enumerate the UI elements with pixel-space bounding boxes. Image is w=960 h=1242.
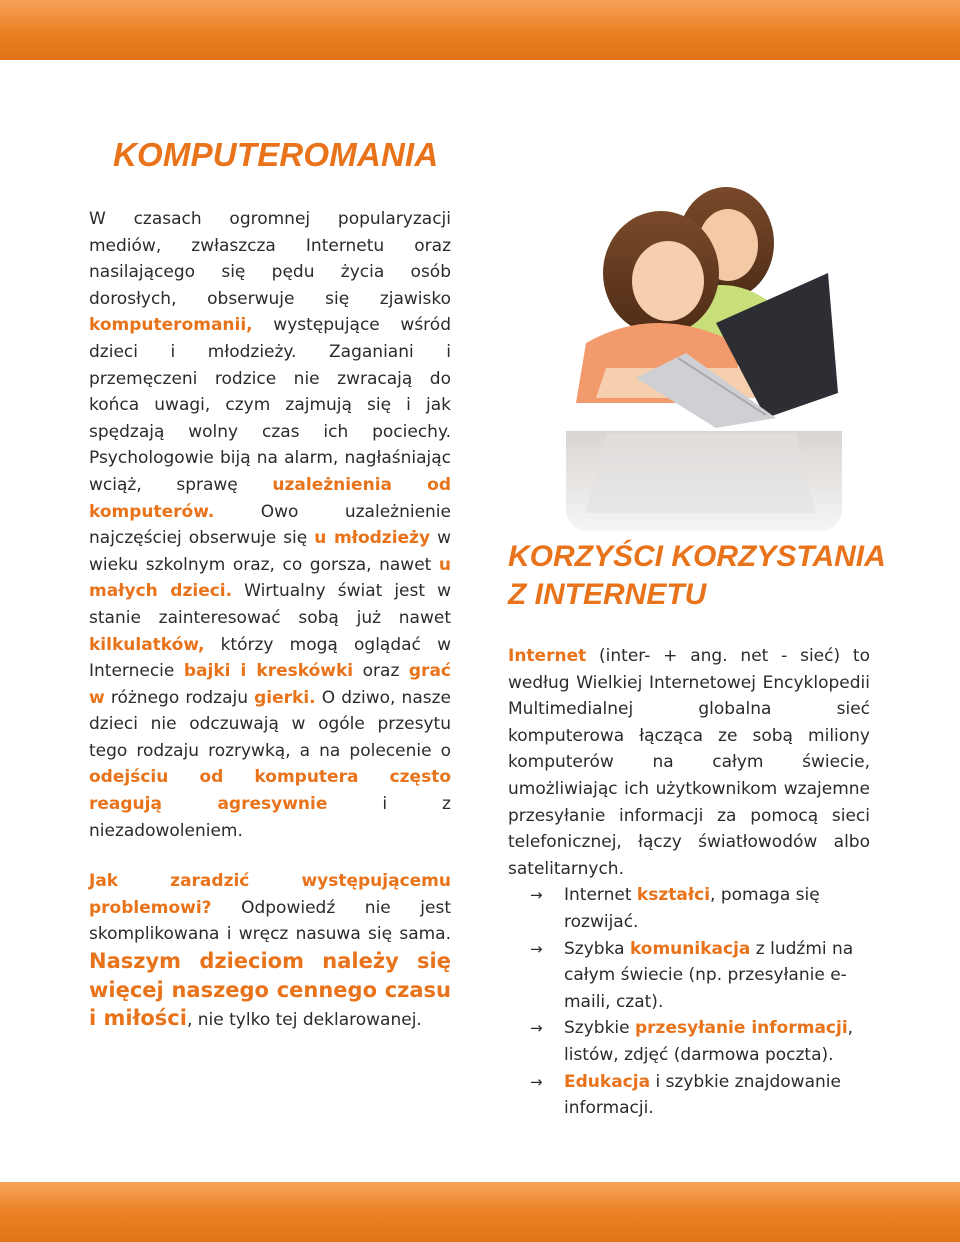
children-laptop-photo xyxy=(566,153,842,531)
text-run: i szybkie znajdowanie informacji. xyxy=(564,1071,841,1119)
highlight: odejściu od komputera często reagują agresywnie xyxy=(89,767,451,815)
section-title: KORZYŚCI KORZYSTANIA Z INTERNETU xyxy=(508,540,885,611)
highlight: przesyłanie informacji xyxy=(635,1018,848,1039)
text-run: Odpowiedź nie jest skomplikowana i wręcz nasuwa się sama. xyxy=(89,897,451,945)
highlight: Edukacja xyxy=(564,1071,651,1092)
text-run: Szybkie xyxy=(564,1018,635,1039)
intro-paragraph xyxy=(89,206,451,844)
text-run: , listów, zdjęć (darmowa poczta). xyxy=(564,1018,854,1065)
highlight: grać w xyxy=(89,661,451,708)
arrow-icon: → xyxy=(530,1072,543,1091)
list-item xyxy=(508,1015,870,1068)
text-run: i z niezadowoleniem. xyxy=(89,794,451,841)
highlight: gierki. xyxy=(254,687,316,708)
text-run: Owo uzależnienie najczęściej obserwuje się xyxy=(89,501,451,549)
right-column xyxy=(508,643,870,1122)
arrow-icon: → xyxy=(530,939,543,958)
arrow-icon: → xyxy=(530,1019,543,1038)
list-item xyxy=(508,882,870,935)
text-run: z ludźmi na całym świecie (np. przesyłanie e-maili, czat). xyxy=(564,938,854,1012)
highlight: kształci xyxy=(636,885,711,906)
list-item xyxy=(508,936,870,1016)
text-run: Wirtualny świat jest w stanie zainteresować sobą już nawet xyxy=(89,581,451,628)
definition-paragraph xyxy=(508,643,870,882)
highlight: uzależnienia od komputerów. xyxy=(89,474,451,522)
top-banner xyxy=(0,0,960,60)
highlight: Internet xyxy=(508,646,587,666)
page-title: KOMPUTEROMANIA xyxy=(113,136,439,173)
text-run: (inter- + ang. net - sieć) to według Wielkiej Internetowej Encyklopedii Multimedialnej globalna sieć komputerowa łącząca ze sobą miliony komputerów na całym świecie, umożliwiając ich użytkownikom wzajemne przesyłanie informacji za pomocą sieci telefonicznej, łączy światłowodów albo satelitarnych. xyxy=(508,646,870,879)
highlight: u małych dzieci. xyxy=(89,554,451,602)
text-run: którzy mogą oglądać w Internecie xyxy=(89,634,451,682)
question: Jak zaradzić występującemu problemowi? xyxy=(89,871,451,918)
highlight: komputeromanii, xyxy=(89,315,253,336)
text-run: w wieku szkolnym oraz, co gorsza, nawet xyxy=(89,528,451,575)
text-run: W czasach ogromnej popularyzacji mediów, zwłaszcza Internetu oraz nasilającego się pędu życia osób dorosłych, obserwuje się zjawisko xyxy=(89,209,451,309)
highlight: u młodzieży xyxy=(314,528,431,549)
text-run: oraz xyxy=(353,661,409,682)
text-run: Szybka xyxy=(564,938,630,959)
key-message: Naszym dzieciom należy się więcej naszego cennego czasu i miłości xyxy=(89,949,451,1031)
photo-illustration xyxy=(566,153,842,531)
text-run: O dziwo, nasze dzieci nie odczuwają w ogóle przesytu tego rodzaju rozrywką, a na polecenie o xyxy=(89,687,451,761)
left-column xyxy=(89,206,451,1034)
highlight: kilkulatków, xyxy=(89,634,205,655)
arrow-icon: → xyxy=(530,886,543,905)
highlight: bajki i kreskówki xyxy=(183,661,354,682)
text-run: różnego rodzaju xyxy=(104,687,255,708)
text-run: Internet xyxy=(564,885,637,906)
text-run: , pomaga się rozwijać. xyxy=(564,885,820,932)
question-paragraph xyxy=(89,868,451,1034)
highlight: komunikacja xyxy=(629,938,751,959)
bottom-banner xyxy=(0,1182,960,1242)
text-run: , nie tylko tej deklarowanej. xyxy=(186,1010,422,1031)
benefits-list xyxy=(508,882,870,1121)
list-item xyxy=(508,1069,870,1122)
text-run: występujące wśród dzieci i młodzieży. Zaganiani i przemęczeni rodzice nie zwracają do końca uwagi, czym zajmują się i jak spędzają wolny czas ich pociechy. Psychologowie biją na alarm, nagłaśniając wciąż, sprawę xyxy=(89,315,451,495)
